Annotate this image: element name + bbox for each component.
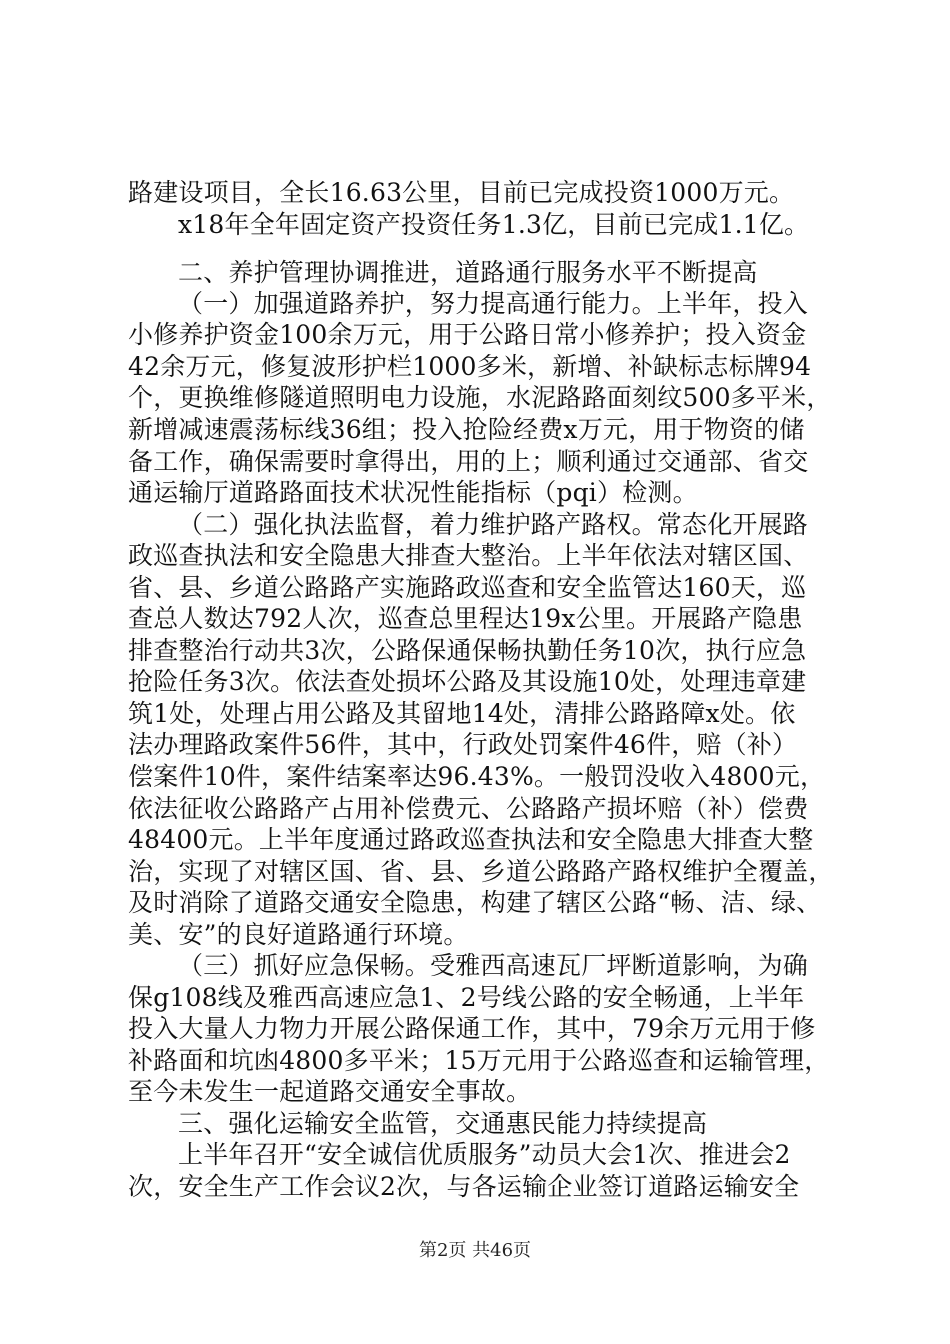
text-line: 新增减速震荡标线36组；投入抢险经费x万元，用于物资的储	[128, 415, 805, 444]
text-line: 排查整治行动共3次，公路保通保畅执勤任务10次，执行应急	[128, 636, 807, 665]
text-line: 法办理路政案件56件，其中，行政处罚案件46件，赔（补）	[128, 730, 798, 759]
text-line: 补路面和坑凼4800多平米；15万元用于公路巡查和运输管理，	[128, 1046, 830, 1075]
text-line: 通运输厅道路路面技术状况性能指标（pqi）检测。	[128, 478, 698, 507]
text-line: 42余万元，修复波形护栏1000多米，新增、补缺标志标牌94	[128, 352, 812, 381]
text-line: 路建设项目，全长16.63公里，目前已完成投资1000万元。	[128, 178, 795, 207]
text-line: 美、安”的良好道路通行环境。	[128, 920, 469, 949]
text-line: 抢险任务3次。依法查处损坏公路及其设施10处，处理违章建	[128, 667, 807, 696]
text-line: 保g108线及雅西高速应急1、2号线公路的安全畅通，上半年	[128, 983, 805, 1012]
text-line: 上半年召开“安全诚信优质服务”动员大会1次、推进会2	[178, 1140, 791, 1169]
text-line: 治，实现了对辖区国、省、县、乡道公路路产路权维护全覆盖，	[128, 857, 834, 886]
text-line: 投入大量人力物力开展公路保通工作，其中，79余万元用于修	[128, 1014, 816, 1043]
text-line: 偿案件10件，案件结案率达96.43%。一般罚没收入4800元，	[128, 762, 826, 791]
subsection-heading: （三）抓好应急保畅。受雅西高速瓦厂坪断道影响，为确	[178, 951, 809, 980]
text-line: 个，更换维修隧道照明电力设施，水泥路路面刻纹500多平米，	[128, 383, 832, 412]
text-line: 备工作，确保需要时拿得出，用的上；顺利通过交通部、省交	[128, 447, 809, 476]
text-line: 依法征收公路路产占用补偿费元、公路路产损坏赔（补）偿费	[128, 794, 809, 823]
text-line: 至今未发生一起道路交通安全事故。	[128, 1077, 532, 1106]
text-line: 及时消除了道路交通安全隐患，构建了辖区公路“畅、洁、绿、	[128, 888, 822, 917]
text-line: 政巡查执法和安全隐患大排查大整治。上半年依法对辖区国、	[128, 541, 809, 570]
section-heading: 二、养护管理协调推进，道路通行服务水平不断提高	[178, 258, 758, 287]
text-line: 次，安全生产工作会议2次，与各运输企业签订道路运输安全	[128, 1172, 800, 1201]
subsection-heading: （一）加强道路养护，努力提高通行能力。上半年，投入	[178, 289, 809, 318]
text-line: x18年全年固定资产投资任务1.3亿，目前已完成1.1亿。	[178, 210, 810, 239]
text-line: 48400元。上半年度通过路政巡查执法和安全隐患大排查大整	[128, 825, 814, 854]
subsection-heading: （二）强化执法监督，着力维护路产路权。常态化开展路	[178, 510, 809, 539]
section-heading: 三、强化运输安全监管，交通惠民能力持续提高	[178, 1109, 708, 1138]
text-line: 省、县、乡道公路路产实施路政巡查和安全监管达160天，巡	[128, 573, 807, 602]
text-line: 小修养护资金100余万元，用于公路日常小修养护；投入资金	[128, 320, 807, 349]
text-line: 查总人数达792人次，巡查总里程达19x公里。开展路产隐患	[128, 604, 803, 633]
text-line: 筑1处，处理占用公路及其留地14处，清排公路路障x处。依	[128, 699, 796, 728]
page-footer: 第2页 共46页	[418, 1240, 532, 1261]
